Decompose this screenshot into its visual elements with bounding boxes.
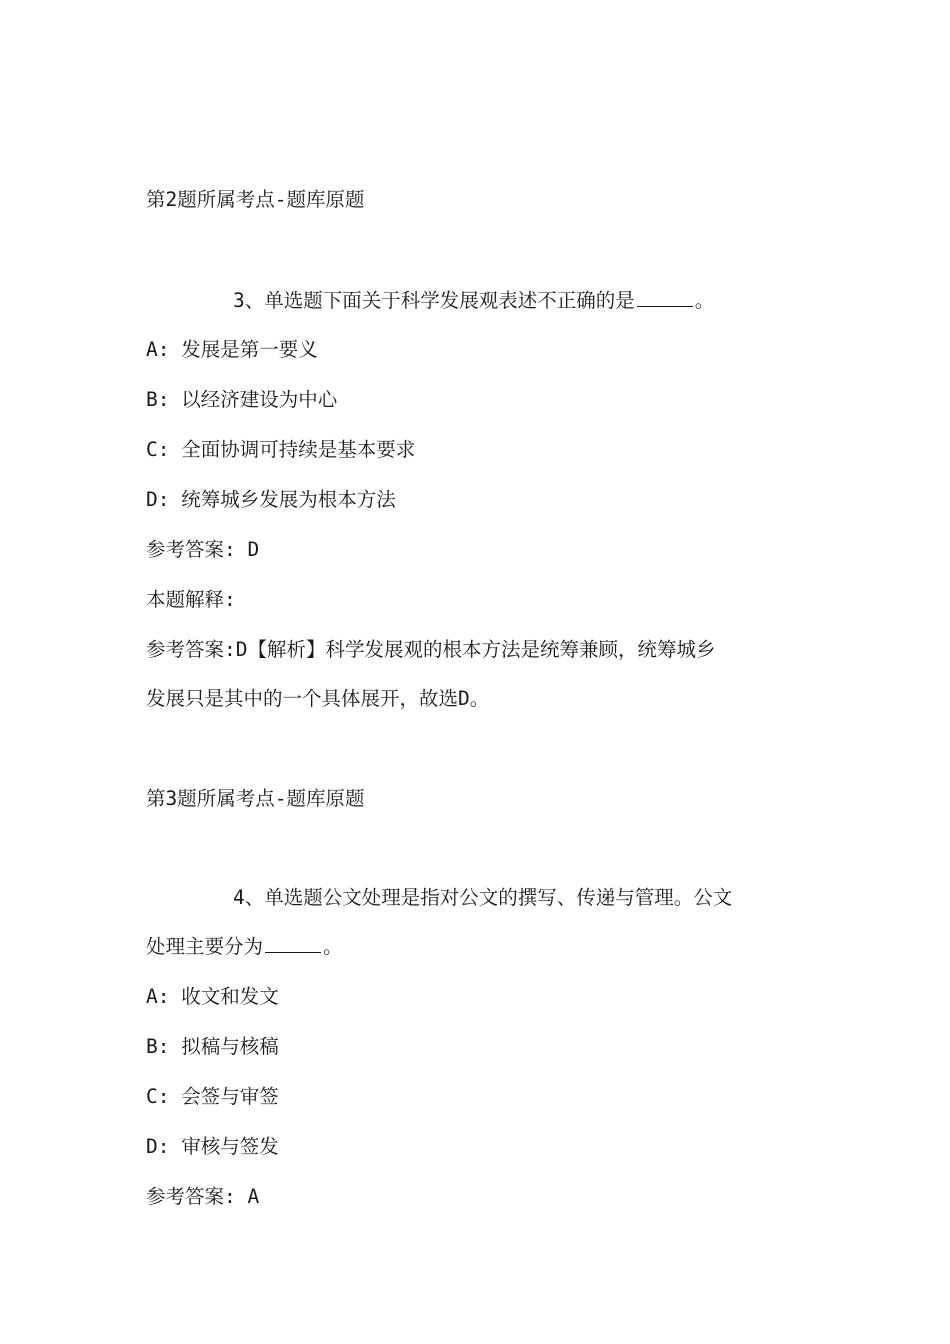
q3-option-b: B: 以经济建设为中心 <box>146 388 338 411</box>
q3-explain-title: 本题解释: <box>146 588 236 611</box>
q4-option-a: A: 收文和发文 <box>146 985 279 1008</box>
q4-option-d: D: 审核与签发 <box>146 1135 279 1158</box>
q4-option-b: B: 拟稿与核稿 <box>146 1035 279 1058</box>
q4-stem-line-1: 4、单选题公文处理是指对公文的撰写、传递与管理。公文 <box>233 886 733 909</box>
q4-answer-blank <box>265 936 321 953</box>
q3-topic-footer: 第3题所属考点-题库原题 <box>146 787 365 810</box>
q4-stem-line-2 <box>146 933 343 961</box>
q3-stem <box>233 287 714 315</box>
q3-option-c: C: 全面协调可持续是基本要求 <box>146 438 416 461</box>
q4-stem-text: 处理主要分为 <box>146 935 264 958</box>
q3-option-a: A: 发展是第一要义 <box>146 338 318 361</box>
q3-explain-line-2: 发展只是其中的一个具体展开，故选D。 <box>146 687 490 710</box>
q3-option-d: D: 统筹城乡发展为根本方法 <box>146 488 396 511</box>
q3-explain-line-1: 参考答案:D【解析】科学发展观的根本方法是统筹兼顾，统筹城乡 <box>146 638 716 661</box>
q3-stem-text: 3、单选题下面关于科学发展观表述不正确的是 <box>233 289 635 312</box>
q2-topic-footer: 第2题所属考点-题库原题 <box>146 188 365 211</box>
q3-stem-end: 。 <box>694 289 715 312</box>
q3-answer-blank <box>637 290 693 307</box>
q4-answer: 参考答案: A <box>146 1185 260 1208</box>
q4-option-c: C: 会签与审签 <box>146 1085 279 1108</box>
q3-answer: 参考答案: D <box>146 538 260 561</box>
q4-stem-end: 。 <box>323 935 343 958</box>
